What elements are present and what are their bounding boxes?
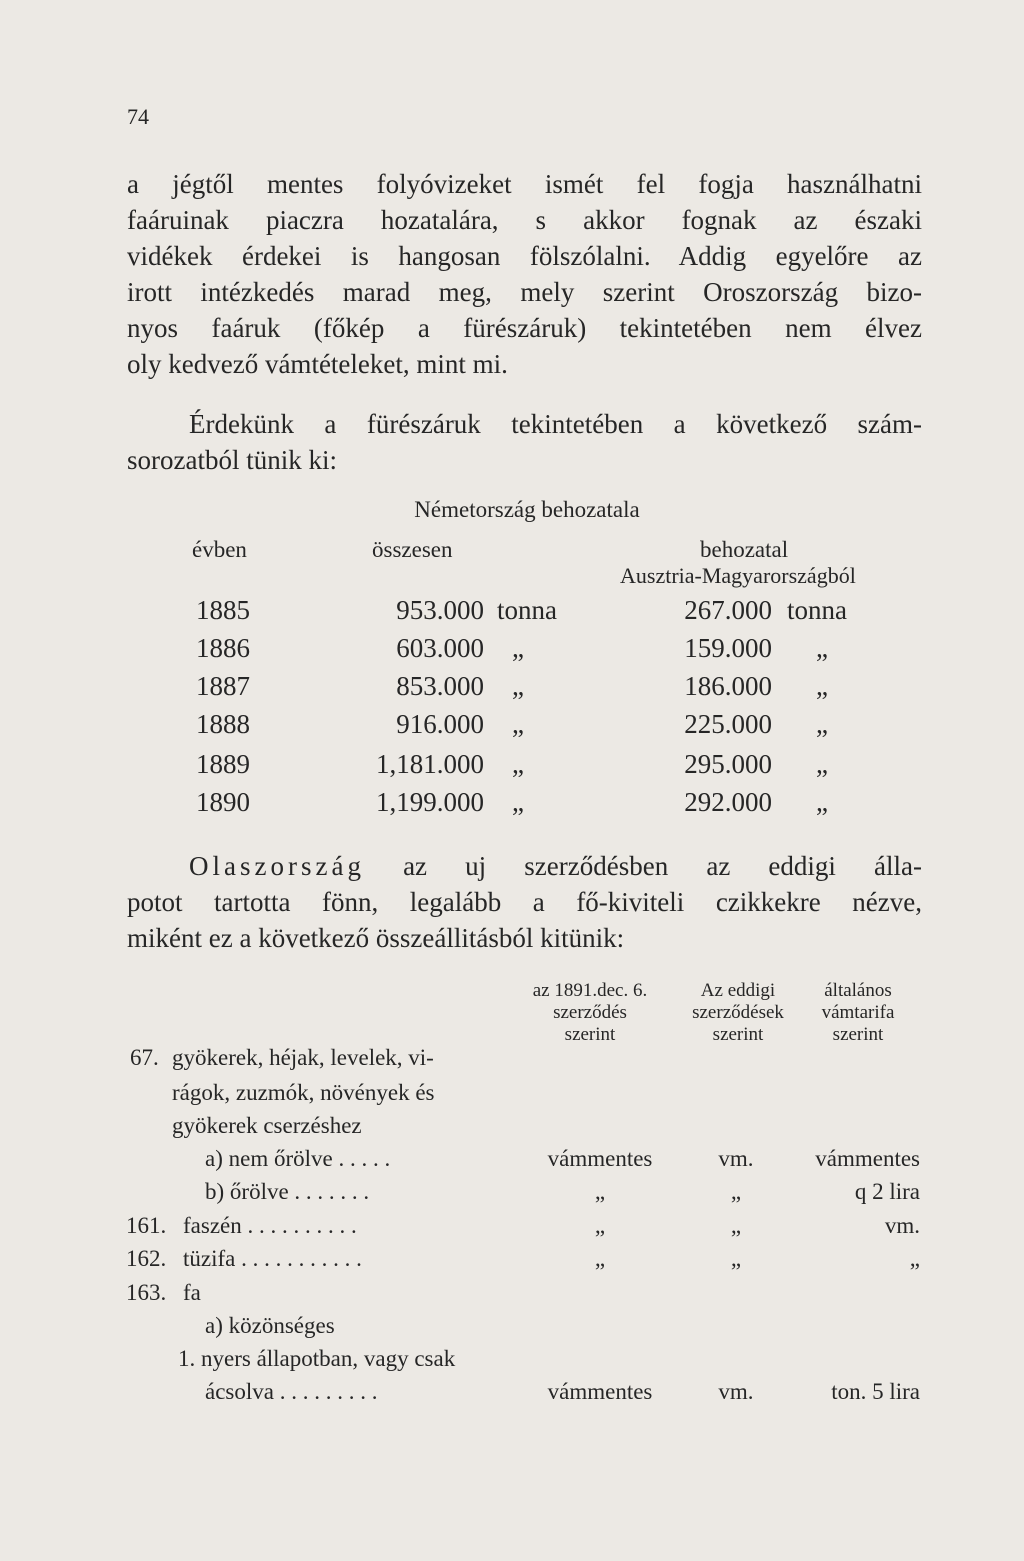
table-row	[0, 1179, 1024, 1213]
cell-austria: 225.000	[684, 709, 772, 739]
item-label: tüzifa . . . . . . . . . . .	[183, 1246, 362, 1271]
cell-total: 853.000	[396, 671, 484, 701]
cell-austria: 292.000	[684, 787, 772, 817]
cell-year: 1889	[196, 749, 250, 779]
item-number: 163.	[126, 1280, 167, 1305]
cell-year: 1886	[196, 633, 250, 663]
cell-total: 1,181.000	[376, 749, 484, 779]
table-row	[0, 1246, 1024, 1280]
cell-year: 1888	[196, 709, 250, 739]
header-line: szerződések	[692, 1002, 784, 1023]
cell-unit: „	[512, 787, 524, 817]
table-row	[0, 671, 1024, 707]
header-line: általános	[824, 980, 892, 1001]
cell-year: 1890	[196, 787, 250, 817]
cell-year: 1885	[196, 595, 250, 625]
header-previous-treaties	[668, 980, 808, 1046]
country-name: Olaszország	[189, 851, 365, 881]
header-treaty-1891	[515, 980, 665, 1046]
item-label: a) közönséges	[205, 1313, 335, 1338]
cell-unit: „	[816, 787, 828, 817]
cell-austria: 159.000	[684, 633, 772, 663]
header-line: az 1891.dec. 6.	[532, 980, 648, 1001]
text-line	[127, 848, 922, 884]
paragraph-3	[127, 848, 922, 956]
cell-unit: „	[512, 749, 524, 779]
table-row	[0, 1280, 1024, 1314]
cell-total: 916.000	[396, 709, 484, 739]
text-line: a jégtől mentes folyóvizeket ismét fel fogja használhatni	[127, 169, 922, 199]
value-previous-treaties: „	[730, 1246, 742, 1271]
value-general-tariff: „	[909, 1246, 920, 1271]
table-row	[0, 1346, 1024, 1380]
text-line: vidékek érdekei is hangosan fölszólalni. Addig egyelőre az	[127, 241, 922, 271]
cell-year: 1887	[196, 671, 250, 701]
header-line: szerint	[564, 1024, 616, 1045]
value-treaty-1891: vámmentes	[547, 1379, 653, 1404]
cell-total: 603.000	[396, 633, 484, 663]
cell-unit: „	[816, 633, 828, 663]
header-line: szerint	[712, 1024, 764, 1045]
text-line: faáruinak piaczra hozatalára, s akkor fognak az északi	[127, 205, 922, 235]
header-general-tariff	[806, 980, 910, 1046]
text-line: oly kedvező vámtételeket, mint mi.	[127, 349, 508, 379]
value-general-tariff: vámmentes	[815, 1146, 920, 1171]
text-line: miként ez a következő összeállitásból kitünik:	[127, 923, 625, 953]
cell-unit: tonna	[787, 595, 847, 625]
table-row	[0, 709, 1024, 745]
item-label: ácsolva . . . . . . . . .	[205, 1379, 378, 1404]
header-austria: behozatal	[700, 537, 789, 562]
table-row	[0, 1045, 1024, 1079]
value-previous-treaties: vm.	[718, 1146, 754, 1171]
value-general-tariff: ton. 5 lira	[831, 1379, 920, 1404]
value-treaty-1891: „	[594, 1213, 606, 1238]
value-general-tariff: vm.	[884, 1213, 920, 1238]
cell-unit: „	[512, 671, 524, 701]
text-line: potot tartotta fönn, legalább a fő-kiviteli czikkekre nézve,	[127, 887, 922, 917]
header-line: szerződés	[553, 1002, 627, 1023]
value-previous-treaties: „	[730, 1179, 742, 1204]
item-number: 67.	[130, 1045, 159, 1070]
item-label: 1. nyers állapotban, vagy csak	[178, 1346, 456, 1371]
text-line: Érdekünk a fürészáruk tekintetében a következő szám-	[189, 409, 922, 439]
item-label: fa	[183, 1280, 201, 1305]
cell-austria: 267.000	[684, 595, 772, 625]
text-line: sorozatból tünik ki:	[127, 445, 337, 475]
cell-unit: „	[816, 749, 828, 779]
item-label: rágok, zuzmók, növények és	[172, 1080, 435, 1105]
header-line: szerint	[832, 1024, 884, 1045]
item-label: gyökerek, héjak, levelek, vi-	[172, 1045, 434, 1070]
cell-austria: 295.000	[684, 749, 772, 779]
value-treaty-1891: „	[594, 1179, 606, 1204]
table-row	[0, 595, 1024, 631]
cell-unit: „	[816, 709, 828, 739]
item-number: 161.	[126, 1213, 167, 1238]
cell-unit: „	[816, 671, 828, 701]
cell-unit: „	[512, 633, 524, 663]
header-total: összesen	[372, 537, 453, 562]
cell-austria: 186.000	[684, 671, 772, 701]
table-row	[0, 1213, 1024, 1247]
table-row	[0, 1379, 1024, 1413]
item-label: gyökerek cserzéshez	[172, 1113, 362, 1138]
item-label: faszén . . . . . . . . . .	[183, 1213, 357, 1238]
paragraph-1	[127, 166, 922, 382]
cell-unit: tonna	[497, 595, 557, 625]
text-line: nyos faáruk (főkép a fürészáruk) tekintetében nem élvez	[127, 313, 922, 343]
text-line-rest: az uj szerződésben az eddigi álla-	[403, 851, 923, 881]
table-row	[0, 1313, 1024, 1347]
item-label: a) nem őrölve . . . . .	[205, 1146, 391, 1171]
paragraph-2	[127, 406, 922, 478]
header-year: évben	[192, 537, 247, 562]
value-treaty-1891: vámmentes	[547, 1146, 653, 1171]
header-line: vámtarifa	[821, 1002, 895, 1023]
item-label: b) őrölve . . . . . . .	[205, 1179, 370, 1204]
value-treaty-1891: „	[594, 1246, 606, 1271]
table-row	[0, 749, 1024, 785]
table-row	[0, 1146, 1024, 1180]
text-line: irott intézkedés marad meg, mely szerint Oroszország bizo-	[127, 277, 922, 307]
table-row	[0, 1113, 1024, 1147]
page-number: 74	[127, 104, 149, 129]
table-caption: Németország behozatala	[414, 497, 640, 522]
header-austria-origin: Ausztria-Magyarországból	[620, 563, 856, 588]
value-previous-treaties: „	[730, 1213, 742, 1238]
table-row	[0, 633, 1024, 669]
cell-total: 1,199.000	[376, 787, 484, 817]
header-line: Az eddigi	[700, 980, 776, 1001]
value-general-tariff: q 2 lira	[854, 1179, 920, 1204]
table-row	[0, 1080, 1024, 1114]
cell-unit: „	[512, 709, 524, 739]
table-row	[0, 787, 1024, 823]
item-number: 162.	[126, 1246, 167, 1271]
value-previous-treaties: vm.	[718, 1379, 754, 1404]
cell-total: 953.000	[396, 595, 484, 625]
